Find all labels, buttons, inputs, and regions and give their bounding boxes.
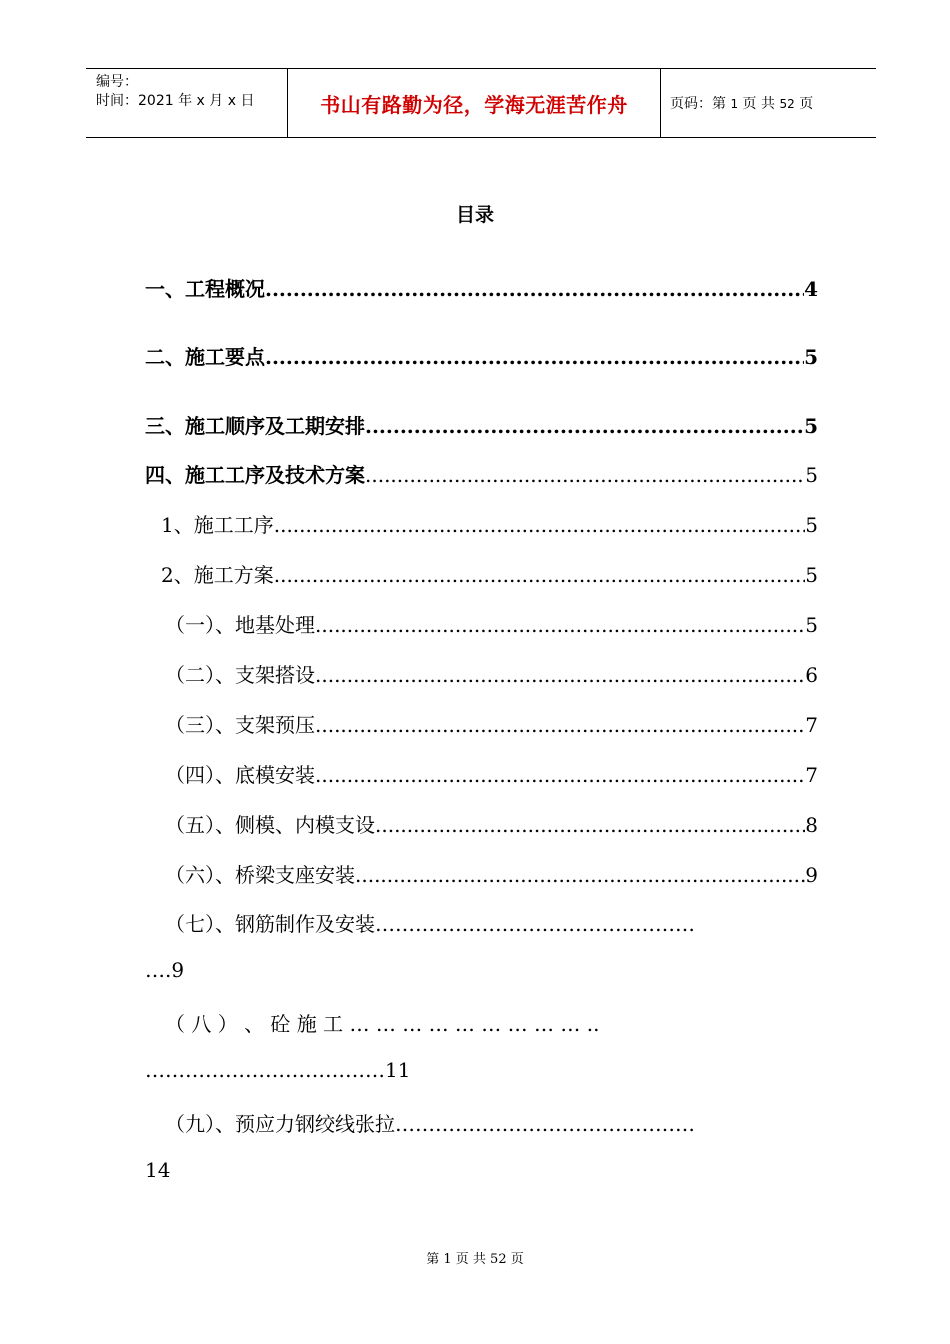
toc-entry-page: 5 bbox=[804, 414, 818, 438]
page-mid: 页 共 bbox=[742, 96, 775, 112]
toc-entry[interactable] bbox=[145, 709, 818, 739]
toc-leader bbox=[274, 563, 806, 587]
header-motto: 书山有路勤为径，学海无涯苦作舟 bbox=[320, 93, 628, 117]
toc-entry-wrapped-line: 14 bbox=[145, 1158, 171, 1182]
toc-leader bbox=[265, 345, 804, 369]
toc-entry-page: 5 bbox=[805, 613, 818, 637]
header-page-number bbox=[670, 93, 813, 113]
toc-entry-page: 5 bbox=[805, 563, 818, 587]
page-total: 52 bbox=[779, 97, 795, 111]
toc-entry[interactable] bbox=[145, 759, 818, 789]
toc-entry-page: 8 bbox=[805, 813, 818, 837]
serial-label: 编号： bbox=[96, 74, 138, 90]
toc-entry-label: （一）、地基处理 bbox=[165, 613, 315, 637]
toc-entry-label: 四、施工工序及技术方案 bbox=[145, 463, 365, 487]
page-footer: 第 1 页 共 52 页 bbox=[426, 1252, 524, 1267]
toc-entry-label: 一、工程概况 bbox=[145, 277, 265, 301]
page-title: 目录 bbox=[455, 204, 494, 226]
toc-entry[interactable] bbox=[145, 809, 818, 839]
toc-leader bbox=[315, 763, 805, 787]
toc-entry[interactable] bbox=[145, 410, 818, 440]
toc-entry[interactable] bbox=[145, 859, 818, 889]
toc-entry-label: （三）、支架预压 bbox=[165, 713, 315, 737]
toc-leader bbox=[274, 513, 806, 537]
toc-entry-label: （四）、底模安装 bbox=[165, 763, 315, 787]
toc-entry[interactable] bbox=[145, 559, 818, 589]
page-current: 1 bbox=[730, 97, 739, 111]
toc-entry[interactable] bbox=[145, 509, 818, 539]
time-label: 时间：2021 年 x 月 x 日 bbox=[96, 93, 255, 109]
toc-leader bbox=[315, 663, 805, 687]
toc-leader bbox=[375, 813, 805, 837]
toc-entry-label: 二、施工要点 bbox=[145, 345, 265, 369]
toc-leader bbox=[265, 277, 804, 301]
toc-entry-page: 7 bbox=[805, 763, 818, 787]
toc-entry[interactable] bbox=[145, 341, 818, 371]
page-prefix: 页码：第 bbox=[670, 96, 726, 112]
toc-leader bbox=[315, 713, 805, 737]
toc-entry-label: （二）、支架搭设 bbox=[165, 663, 315, 687]
toc-entry-label: 1、施工工序 bbox=[161, 513, 274, 537]
toc-entry-label: 三、施工顺序及工期安排 bbox=[145, 414, 365, 438]
toc-leader bbox=[315, 613, 805, 637]
toc-entry-wrapped-line: ….9 bbox=[145, 958, 185, 982]
document-header bbox=[86, 68, 876, 138]
header-divider bbox=[660, 69, 661, 137]
toc-leader bbox=[365, 414, 804, 438]
toc-entry-page: 5 bbox=[805, 513, 818, 537]
toc-entry-wrapped-line[interactable]: （九）、预应力钢绞线张拉……………………………………… bbox=[165, 1112, 695, 1136]
toc-entry-label: （五）、侧模、内模支设 bbox=[165, 813, 375, 837]
toc-entry-page: 7 bbox=[805, 713, 818, 737]
toc-entry-wrapped-line[interactable]: （七）、钢筋制作及安装………………………………………… bbox=[165, 912, 695, 936]
toc-entry[interactable] bbox=[145, 459, 818, 489]
toc-leader bbox=[365, 463, 805, 487]
toc-leader bbox=[355, 863, 805, 887]
toc-entry-wrapped-line[interactable]: （ 八 ） 、 砼 施 工 … … … … … … … … … .. bbox=[165, 1012, 600, 1036]
toc-entry-page: 5 bbox=[804, 345, 818, 369]
toc-entry-page: 4 bbox=[804, 277, 818, 301]
toc-entry-label: 2、施工方案 bbox=[161, 563, 274, 587]
toc-entry[interactable] bbox=[145, 273, 818, 303]
header-meta bbox=[96, 73, 254, 111]
toc-entry[interactable] bbox=[145, 659, 818, 689]
toc-entry-wrapped-line: ………………………………11 bbox=[145, 1058, 411, 1082]
toc-entry-label: （六）、桥梁支座安装 bbox=[165, 863, 355, 887]
toc-entry[interactable] bbox=[145, 609, 818, 639]
toc-entry-page: 9 bbox=[805, 863, 818, 887]
toc-entry-page: 6 bbox=[805, 663, 818, 687]
toc-entry-page: 5 bbox=[805, 463, 818, 487]
page-suffix: 页 bbox=[799, 96, 814, 112]
